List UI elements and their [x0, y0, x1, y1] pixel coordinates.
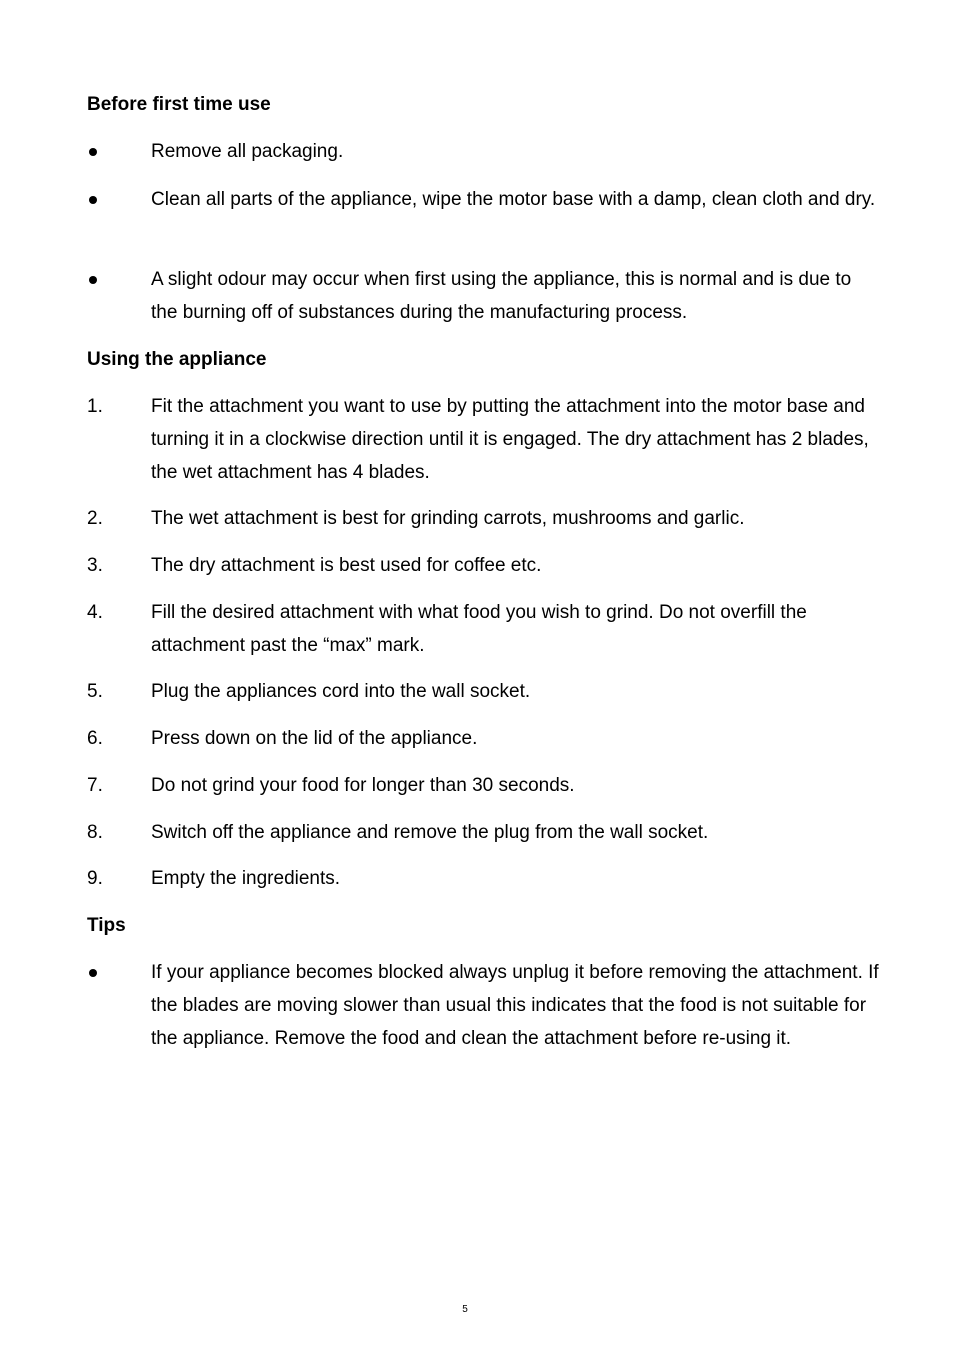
step-number: 6.	[87, 728, 103, 749]
step-number: 4.	[87, 602, 103, 623]
step-number: 9.	[87, 868, 103, 889]
step-text: The dry attachment is best used for coffee etc.	[151, 555, 542, 576]
step-number: 8.	[87, 822, 103, 843]
step-text: Empty the ingredients.	[151, 868, 341, 889]
bullet-icon	[89, 148, 97, 156]
section-heading-tips: Tips	[87, 915, 126, 936]
step-number: 2.	[87, 508, 103, 529]
section-heading-before-first-use: Before first time use	[87, 94, 271, 115]
step-text: The wet attachment is best for grinding carrots, mushrooms and garlic.	[151, 508, 745, 529]
step-number: 3.	[87, 555, 103, 576]
bullet-icon	[89, 276, 97, 284]
list-item-text: Remove all packaging.	[151, 141, 344, 162]
list-item-text: If your appliance becomes blocked always unplug it before removing the attachment. If the blades are moving slower than usual this indicates that the food is not suitable for the appliance. Remove the food and clean the attachment before re-using it.	[151, 962, 879, 1049]
section-heading-using: Using the appliance	[87, 349, 267, 370]
step-text: Fit the attachment you want to use by putting the attachment into the motor base and turning it in a clockwise direction until it is engaged. The dry attachment has 2 blades, the wet attachment has 4 blades.	[151, 396, 869, 483]
step-number: 1.	[87, 396, 103, 417]
step-text: Plug the appliances cord into the wall socket.	[151, 681, 531, 702]
step-text: Do not grind your food for longer than 30 seconds.	[151, 775, 575, 796]
step-text: Switch off the appliance and remove the plug from the wall socket.	[151, 822, 709, 843]
step-text: Fill the desired attachment with what food you wish to grind. Do not overfill the attachment past the “max” mark.	[151, 602, 807, 656]
step-number: 5.	[87, 681, 103, 702]
bullet-icon	[89, 196, 97, 204]
bullet-icon	[89, 969, 97, 977]
list-item-text: A slight odour may occur when first using the appliance, this is normal and is due to the burning off of substances during the manufacturing process.	[151, 269, 852, 323]
page-number: 5	[462, 1304, 468, 1315]
step-number: 7.	[87, 775, 103, 796]
list-item-text: Clean all parts of the appliance, wipe the motor base with a damp, clean cloth and dry.	[151, 189, 876, 210]
step-text: Press down on the lid of the appliance.	[151, 728, 478, 749]
